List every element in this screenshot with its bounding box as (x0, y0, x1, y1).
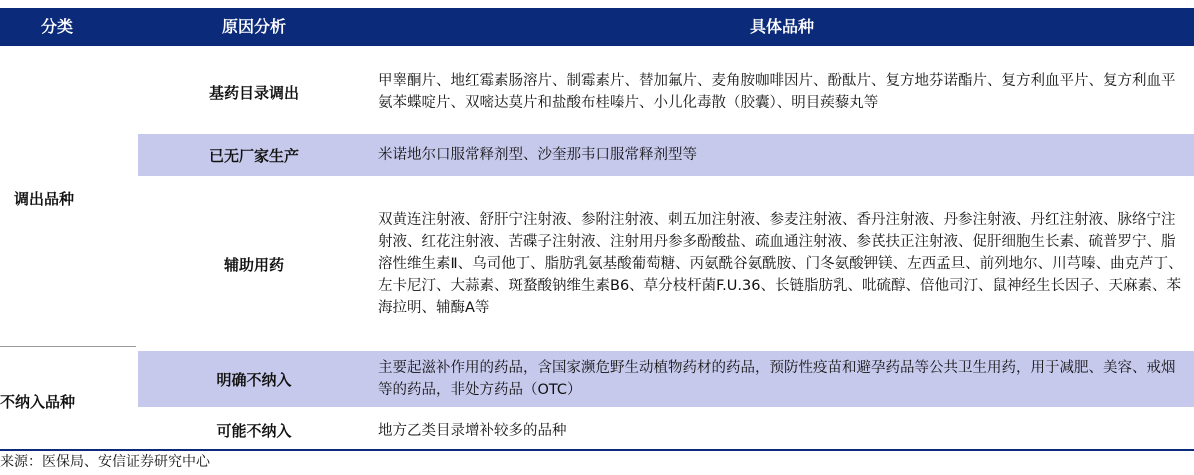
detail-cell: 主要起滋补作用的药品，含国家濒危野生动植物药材的药品，预防性疫苗和避孕药品等公共卫生用药，用于减肥、美容、戒烟等的药品，非处方药品（OTC） (378, 360, 1176, 398)
reason-cell: 基药目录调出 (208, 83, 299, 102)
section-divider (0, 346, 136, 347)
reason-cell: 明确不纳入 (216, 370, 292, 389)
source-note: 来源：医保局、安信证券研究中心 (0, 454, 210, 470)
detail-cell: 米诺地尔口服常释剂型、沙奎那韦口服常释剂型等 (378, 147, 697, 163)
detail-cell: 双黄连注射液、舒肝宁注射液、参附注射液、刺五加注射液、参麦注射液、香丹注射液、丹参注射液、丹红注射液、脉络宁注射液、红花注射液、苦碟子注射液、注射用丹参多酚酸盐、疏血通注射液、参芪扶正注射液、促肝细胞生长素、硫普罗宁、脂溶性维生素Ⅱ、乌司他丁、脂肪乳氨基酸葡萄糖、丙氨酰谷氨酰胺、门冬氨酸钾镁、左西孟旦、前列地尔、川芎嗪、曲克芦丁、左卡尼汀、大蒜素、斑蝥酸钠维生素B6、草分枝杆菌F.U.36、长链脂肪乳、吡硫醇、倍他司汀、鼠神经生长因子、天麻素、苯海拉明、辅酶A等 (378, 212, 1183, 316)
category-excluded: 不纳入品种 (0, 392, 76, 411)
header-reason: 原因分析 (221, 17, 286, 36)
header-category: 分类 (40, 17, 73, 36)
reason-cell: 已无厂家生产 (208, 146, 299, 165)
header-varieties: 具体品种 (749, 17, 814, 36)
detail-cell: 地方乙类目录增补较多的品种 (378, 422, 567, 439)
detail-cell: 甲睾酮片、地红霉素肠溶片、制霉素片、替加氟片、麦角胺咖啡因片、酚酞片、复方地芬诺酯片、复方利血平片、复方利血平氨苯蝶啶片、双嘧达莫片和盐酸布桂嗪片、小儿化毒散（胶囊）、明目蒺藜丸等 (378, 73, 1176, 111)
reason-cell: 可能不纳入 (216, 422, 292, 440)
table-header (0, 8, 1194, 46)
category-removed: 调出品种 (14, 190, 75, 208)
reason-cell: 辅助用药 (223, 255, 284, 274)
